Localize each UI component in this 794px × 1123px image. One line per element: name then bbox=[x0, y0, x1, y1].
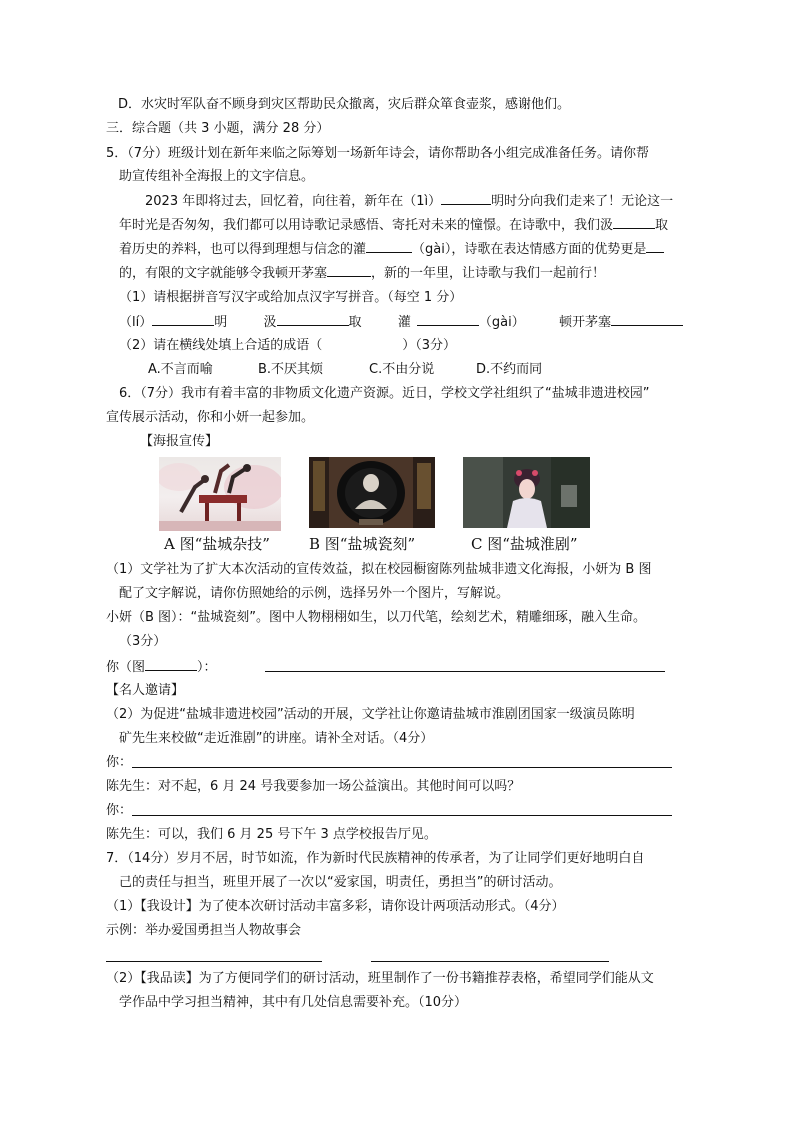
poster-heading: 【海报宣传】 bbox=[140, 434, 219, 449]
q5-poster-2: 年时光是否匆匆，我们都可以用诗歌记录感悟、寄托对未来的憧憬。在诗歌中，我们汲 bbox=[119, 218, 614, 233]
answer-blank-1[interactable] bbox=[152, 313, 214, 326]
answer-line-activity-1[interactable] bbox=[106, 961, 322, 962]
q5-option-c: C.不由分说 bbox=[369, 362, 435, 377]
q5-b3-after: （gài） bbox=[478, 315, 525, 330]
q7-sub2-1: （2）【我品读】为了方便同学们的研讨活动，班里制作了一份书籍推荐表格，希望同学们能从文 bbox=[106, 971, 654, 986]
q5-option-d: D.不约而同 bbox=[476, 362, 543, 377]
q5-stem-2: 助宣传组补全海报上的文字信息。 bbox=[119, 169, 315, 184]
section3-title: 三．综合题（共 3 小题，满分 28 分） bbox=[106, 121, 330, 136]
q5-b2-label: 汲 bbox=[263, 315, 277, 330]
q5-poster-4a: 的，有限的文字就能够令我顿开茅塞 bbox=[119, 266, 328, 281]
q6-sub1-2: 配了文字解说，请你仿照她给的示例，选择另外一个图片，写解说。 bbox=[119, 586, 510, 601]
q5-poster-1a: 2023 年即将过去，回忆着，向往着，新年在（1ì） bbox=[145, 194, 442, 209]
caption-b: B 图“盐城瓷刻” bbox=[309, 535, 416, 553]
q6-you1: 你： bbox=[106, 755, 133, 770]
q5-b3-label: 灌 bbox=[397, 315, 411, 330]
q5-stem-1: 5．（7分）班级计划在新年来临之际筹划一场新年诗会，请你帮助各小组完成准备任务。请你帮 bbox=[106, 146, 650, 161]
q5-poster-line-2 bbox=[119, 216, 668, 235]
q6-chen1: 陈先生：对不起，6 月 24 号我要参加一场公益演出。其他时间可以吗？ bbox=[106, 779, 521, 794]
image-a-acrobatics bbox=[159, 457, 281, 531]
q6-sub2-2: 矿先生来校做“走近淮剧”的讲座。请补全对话。（4分） bbox=[119, 731, 434, 746]
blank-li[interactable] bbox=[441, 192, 491, 205]
q6-your-answer bbox=[106, 658, 217, 677]
q5-sub2 bbox=[119, 337, 456, 355]
q7-stem-1: 7．（14分）岁月不居，时节如流，作为新时代民族精神的传承者，为了让同学们更好地明白自 bbox=[106, 851, 645, 866]
picture-choice-blank[interactable] bbox=[145, 658, 197, 671]
answer-blank-3[interactable] bbox=[417, 313, 479, 326]
q5-sub2-points: ）（3分） bbox=[402, 338, 457, 353]
q5-option-a: A.不言而喻 bbox=[148, 362, 213, 377]
q5-poster-3b: （gài），诗歌在表达情感方面的优势更是 bbox=[412, 242, 647, 257]
caption-a: A 图“盐城杂技” bbox=[164, 535, 270, 553]
blank-sai[interactable] bbox=[327, 264, 371, 277]
q6-stem-2: 宣传展示活动，你和小妍一起参加。 bbox=[106, 410, 315, 425]
blank-ji[interactable] bbox=[613, 216, 655, 229]
q7-sub1: （1）【我设计】为了使本次研讨活动丰富多彩，请你设计两项活动形式。（4分） bbox=[106, 899, 565, 914]
q5-poster-line-1 bbox=[145, 192, 673, 211]
image-b-porcelain-carving bbox=[309, 457, 435, 528]
answer-line-caption[interactable] bbox=[265, 671, 665, 672]
q5-b4-label: 顿开茅塞 bbox=[558, 315, 611, 330]
q5-poster-line-3 bbox=[119, 240, 664, 259]
q4-option-d: D．水灾时军队奋不顾身到灾区帮助民众撤离，灾后群众箪食壶浆，感谢他们。 bbox=[118, 97, 571, 112]
answer-blank-4[interactable] bbox=[611, 313, 683, 326]
q5-b2-after: 取 bbox=[348, 315, 362, 330]
q5-sub2-text: （2）请在横线处填上合适的成语（ bbox=[119, 338, 323, 353]
q5-poster-1b: 明时分向我们走来了！无论这一 bbox=[491, 194, 674, 209]
q7-sub2-2: 学作品中学习担当精神，其中有几处信息需要补充。（10分） bbox=[119, 995, 468, 1010]
q7-stem-2: 己的责任与担当，班里开展了一次以“爱家国，明责任，勇担当”的研讨活动。 bbox=[119, 875, 562, 890]
q6-sub1-1: （1）文学社为了扩大本次活动的宣传效益，拟在校园橱窗陈列盐城非遗文化海报，小妍为 B 图 bbox=[106, 562, 652, 577]
q6-example: 小妍（B 图）：“盐城瓷刻”。图中人物栩栩如生，以刀代笔，绘刻艺术，精雕细琢，融入生命。 bbox=[106, 610, 647, 625]
blank-idiom-1[interactable] bbox=[646, 240, 664, 253]
image-c-huai-opera bbox=[463, 457, 590, 528]
answer-line-dialog-2[interactable] bbox=[132, 815, 672, 816]
q6-you-b: ）： bbox=[197, 660, 217, 675]
q6-stem-1: 6．（7分）我市有着丰富的非物质文化遗产资源。近日，学校文学社组织了“盐城非遗进校园” bbox=[119, 386, 650, 401]
q5-sub1: （1）请根据拼音写汉字或给加点汉字写拼音。（每空 1 分） bbox=[119, 290, 463, 305]
answer-line-dialog-1[interactable] bbox=[132, 767, 672, 768]
q5-b1-after: 明 bbox=[214, 315, 228, 330]
q5-b1-label: （lí） bbox=[119, 315, 153, 330]
q5-poster-2b: 取 bbox=[655, 218, 669, 233]
q5-answer-row bbox=[119, 313, 683, 332]
q5-option-b: B.不厌其烦 bbox=[258, 362, 324, 377]
q6-chen2: 陈先生：可以，我们 6 月 25 号下午 3 点学校报告厅见。 bbox=[106, 827, 437, 842]
q5-poster-4b: ，新的一年里，让诗歌与我们一起前行！ bbox=[371, 266, 606, 281]
q6-points: （3分） bbox=[119, 634, 167, 649]
q6-you-a: 你（图 bbox=[106, 660, 146, 675]
q7-example: 示例：举办爱国勇担当人物故事会 bbox=[106, 923, 302, 938]
answer-blank-2[interactable] bbox=[277, 313, 349, 326]
caption-c: C 图“盐城淮剧” bbox=[471, 535, 578, 553]
answer-line-activity-2[interactable] bbox=[371, 961, 609, 962]
invite-heading: 【名人邀请】 bbox=[106, 683, 185, 698]
q6-sub2-1: （2）为促进“盐城非遗进校园”活动的开展，文学社让你邀请盐城市淮剧团国家一级演员陈明 bbox=[106, 707, 635, 722]
q5-poster-line-4 bbox=[119, 264, 605, 283]
q5-poster-3a: 着历史的养料，也可以得到理想与信念的灌 bbox=[119, 242, 367, 257]
q6-you2: 你： bbox=[106, 803, 133, 818]
blank-gai[interactable] bbox=[366, 240, 412, 253]
